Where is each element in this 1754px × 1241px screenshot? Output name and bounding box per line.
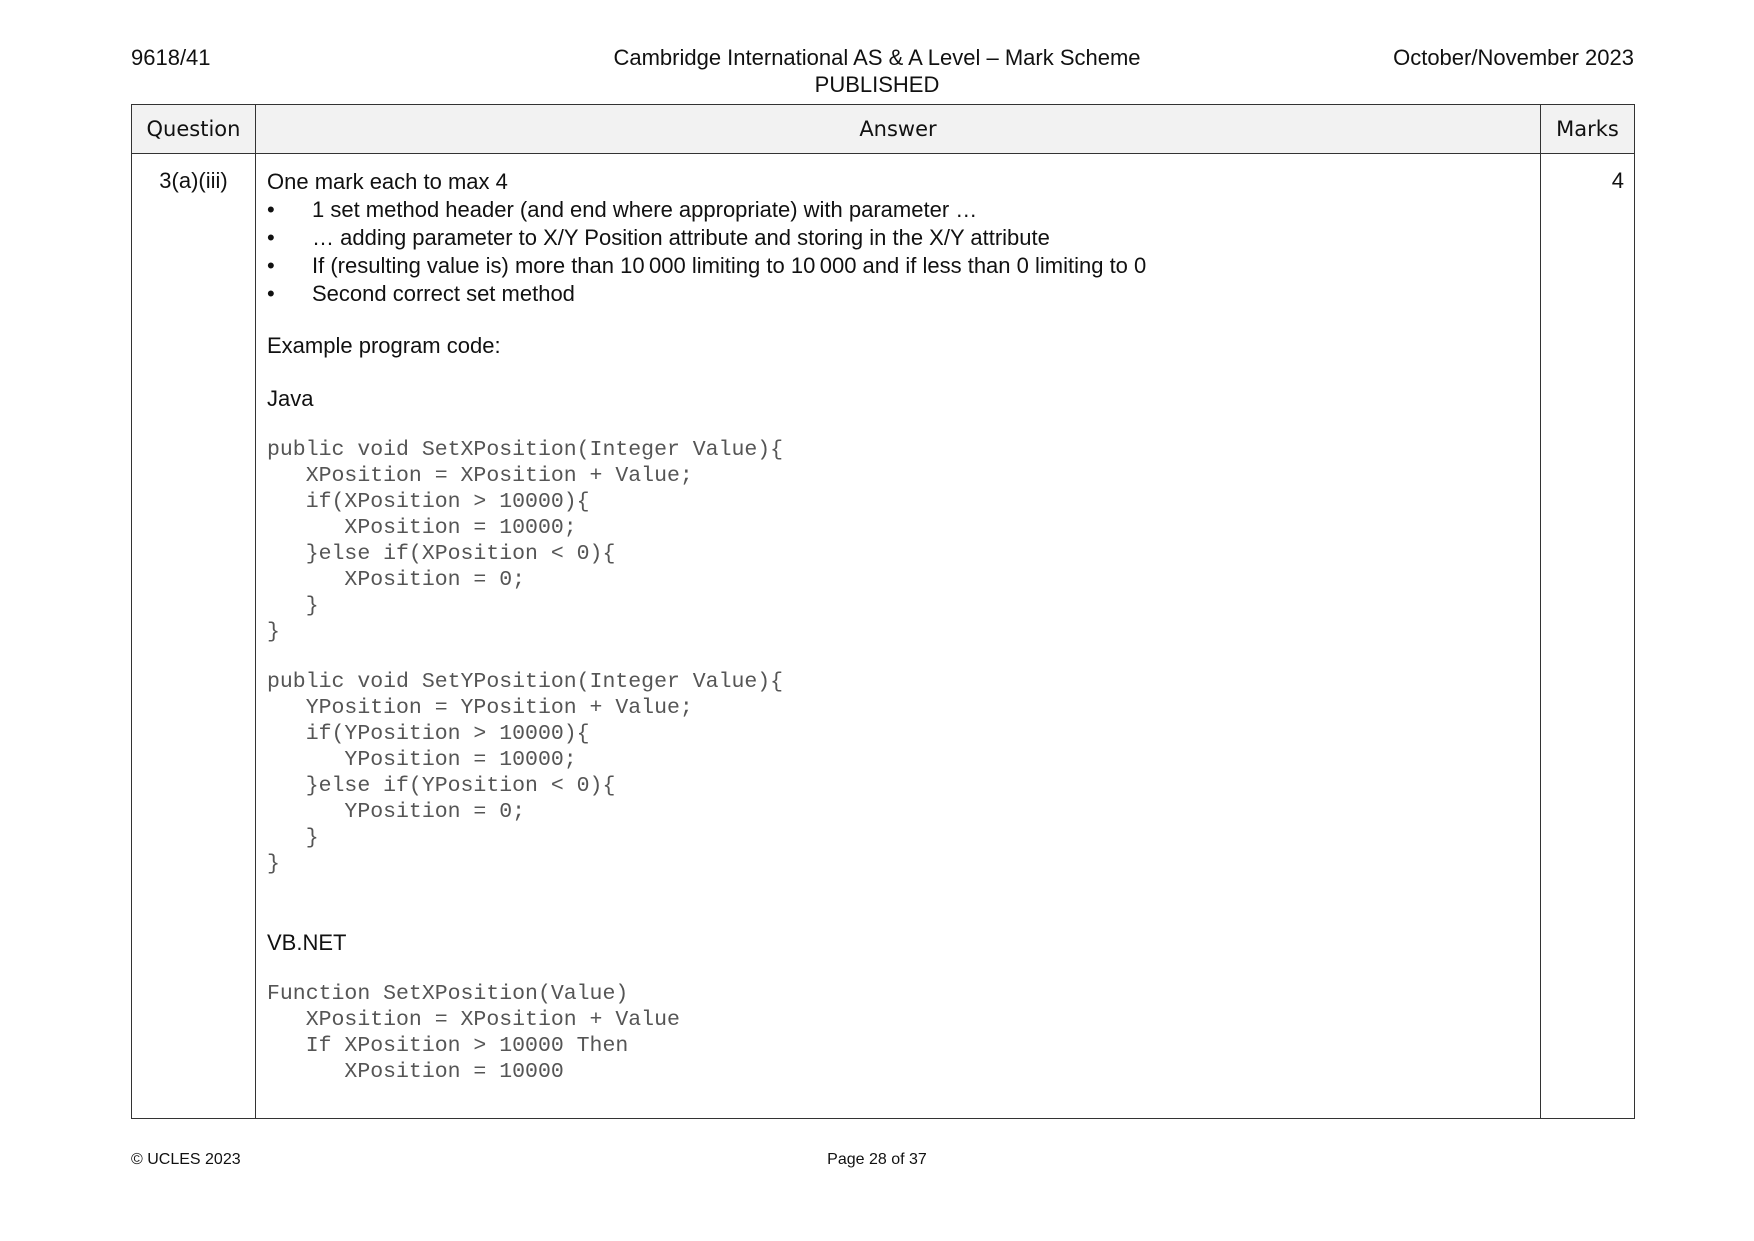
vbnet-label: VB.NET — [267, 930, 347, 955]
mark-scheme-table — [131, 104, 1635, 1119]
mark-allocation-text: One mark each to max 4 — [267, 169, 508, 194]
marking-point: • 1 set method header (and end where appropriate) with parameter … — [267, 196, 1529, 224]
marking-point: • Second correct set method — [267, 280, 1529, 308]
java-code-setxposition: public void SetXPosition(Integer Value){ XPosition = XPosition + Value; if(XPosition > 10000){ XPosition = 10000; }else if(XPosition < 0){ XPosition = 0; } } — [267, 438, 784, 644]
copyright-notice: © UCLES 2023 — [131, 1151, 241, 1168]
exam-session: October/November 2023 — [1393, 45, 1634, 70]
table-header-row — [132, 105, 1635, 154]
document-title: Cambridge International AS & A Level – Mark Scheme — [613, 45, 1141, 70]
page-number: Page 28 of 37 — [827, 1151, 927, 1168]
marks-value: 4 — [1541, 154, 1635, 1119]
marking-point: • … adding parameter to X/Y Position attribute and storing in the X/Y attribute — [267, 224, 1529, 252]
table-row — [132, 154, 1635, 1119]
column-header-marks: Marks — [1541, 105, 1635, 154]
column-header-question: Question — [132, 105, 256, 154]
java-code-setyposition: public void SetYPosition(Integer Value){ YPosition = YPosition + Value; if(YPosition > 10000){ YPosition = 10000; }else if(YPosition < 0){ YPosition = 0; } } — [267, 670, 784, 876]
example-label: Example program code: — [267, 333, 501, 358]
answer-cell — [256, 154, 1541, 1119]
document-subtitle: PUBLISHED — [814, 72, 940, 97]
vbnet-code-setxposition: Function SetXPosition(Value) XPosition = XPosition + Value If XPosition > 10000 Then XPosition = 10000 — [267, 982, 680, 1084]
java-label: Java — [267, 386, 314, 411]
question-number: 3(a)(iii) — [132, 154, 256, 1119]
column-header-answer: Answer — [256, 105, 1541, 154]
paper-code: 9618/41 — [131, 45, 211, 70]
marking-point: • If (resulting value is) more than 10 000 limiting to 10 000 and if less than 0 limiting to 0 — [267, 252, 1529, 280]
marking-points-list — [267, 196, 1529, 308]
